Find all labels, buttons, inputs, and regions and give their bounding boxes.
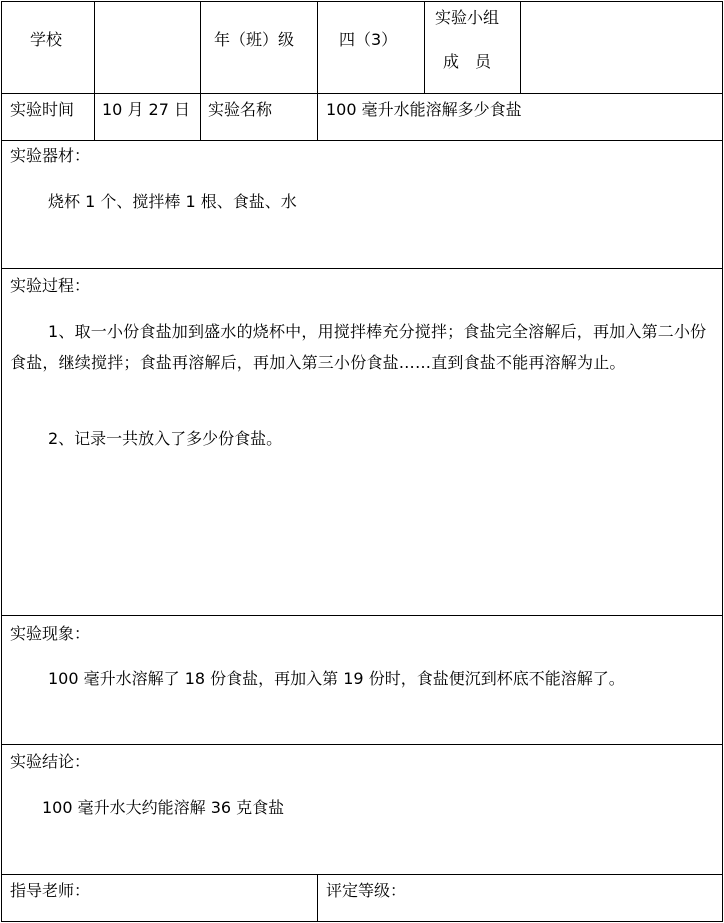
name-label: 实验名称	[208, 100, 273, 119]
group-label-line1: 实验小组	[435, 8, 500, 27]
teacher-label: 指导老师：	[10, 881, 91, 900]
rule-materials	[1, 268, 723, 269]
conclusion-label: 实验结论：	[10, 752, 91, 771]
rule-phenomenon	[1, 744, 723, 745]
phenomenon-text: 100 毫升水溶解了 18 份食盐，再加入第 19 份时，食盐便沉到杯底不能溶解了。	[48, 669, 625, 688]
school-label: 学校	[30, 30, 63, 49]
time-label: 实验时间	[10, 100, 75, 119]
border-bottom	[1, 921, 723, 922]
grade-eval-label: 评定等级：	[326, 881, 407, 900]
time-value: 10 月 27 日	[102, 100, 190, 119]
rule-row2	[1, 140, 723, 141]
border-top	[1, 1, 723, 2]
rule-process	[1, 615, 723, 616]
process-step2: 2、记录一共放入了多少份食盐。	[48, 429, 283, 448]
v-row1-e	[520, 1, 521, 93]
group-label-line2: 成 员	[443, 52, 492, 71]
name-value: 100 毫升水能溶解多少食盐	[326, 100, 522, 119]
phenomenon-label: 实验现象：	[10, 624, 91, 643]
conclusion-text: 100 毫升水大约能溶解 36 克食盐	[42, 798, 285, 817]
materials-label: 实验器材：	[10, 146, 91, 165]
v-footer	[317, 874, 318, 922]
rule-row1	[1, 93, 723, 94]
v-row1-b	[200, 1, 201, 140]
process-step1: 1、取一小份食盐加到盛水的烧杯中，用搅拌棒充分搅拌；食盐完全溶解后，再加入第二小份食盐，继续搅拌；食盐再溶解后，再加入第三小份食盐……直到食盐不能再溶解为止。	[10, 322, 707, 372]
v-row1-a	[94, 1, 95, 140]
rule-conclusion	[1, 874, 723, 875]
v-row1-c	[317, 1, 318, 140]
process-label: 实验过程：	[10, 276, 91, 295]
v-row1-d	[424, 1, 425, 93]
grade-value: 四（3）	[339, 30, 398, 49]
grade-label: 年（班）级	[214, 30, 295, 49]
materials-text: 烧杯 1 个、搅拌棒 1 根、食盐、水	[48, 192, 297, 211]
